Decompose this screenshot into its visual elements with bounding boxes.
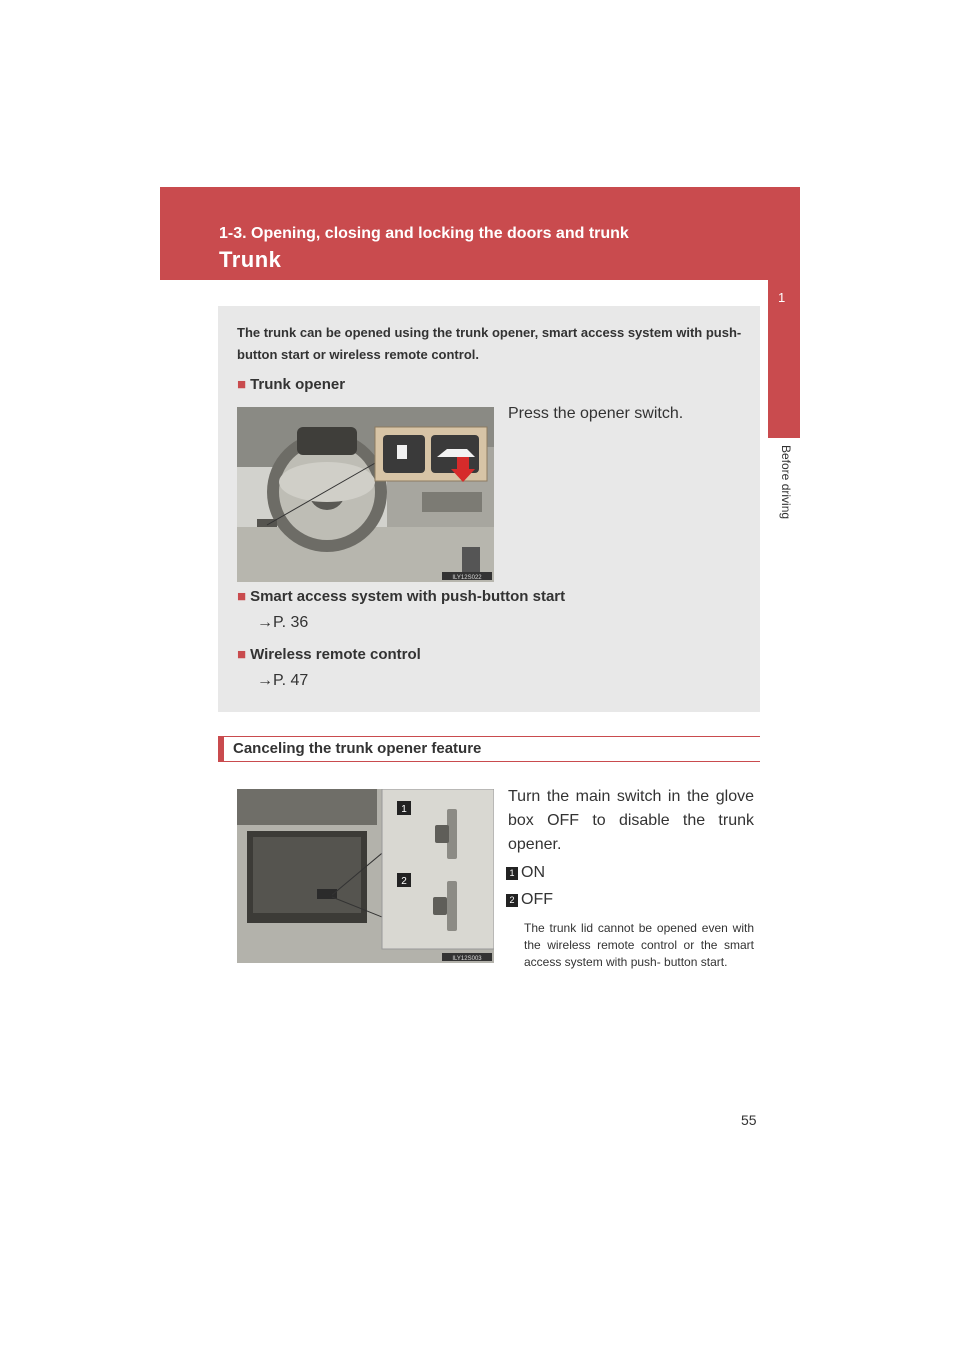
dashboard-illustration bbox=[237, 407, 494, 582]
trunk-opener-instruction: Press the opener switch. bbox=[508, 405, 684, 422]
intro-text: The trunk can be opened using the trunk opener, smart access system with push-button start or wireless remote control. bbox=[237, 325, 742, 362]
section-title: 1-3. Opening, closing and locking the doors and trunk bbox=[219, 225, 629, 242]
heading-marker bbox=[218, 737, 224, 761]
chapter-side-label: Before driving bbox=[779, 445, 793, 520]
list-item-on: 1 ON bbox=[506, 864, 545, 882]
svg-text:2: 2 bbox=[401, 876, 407, 887]
smart-access-page-link[interactable]: →P. 36 bbox=[257, 614, 309, 631]
number-badge: 2 bbox=[506, 894, 518, 907]
page-number: 55 bbox=[741, 1112, 757, 1128]
glovebox-illustration bbox=[237, 789, 494, 963]
chapter-header bbox=[160, 187, 800, 280]
image-code: ILY12S022 bbox=[452, 575, 482, 581]
svg-text:1: 1 bbox=[401, 804, 407, 815]
wireless-page-link[interactable]: →P. 47 bbox=[257, 672, 309, 689]
trunk-opener-heading: ■ Trunk opener bbox=[237, 376, 346, 393]
cancel-heading-text: Canceling the trunk opener feature bbox=[233, 740, 482, 757]
cancel-section-heading bbox=[218, 736, 760, 762]
note-text: The trunk lid cannot be opened even with the wireless remote control or the smart access system with push- button start. bbox=[524, 921, 754, 969]
bullet-icon: ■ bbox=[237, 376, 247, 393]
image-code: ILY12S003 bbox=[452, 956, 482, 962]
list-item-off: 2 OFF bbox=[506, 891, 553, 909]
wireless-heading: ■ Wireless remote control bbox=[237, 646, 421, 663]
bullet-icon: ■ bbox=[237, 646, 247, 663]
cancel-instructions: Turn the main switch in the glove box OFF to disable the trunk opener. bbox=[508, 788, 754, 853]
chapter-tab bbox=[768, 187, 800, 438]
page-title: Trunk bbox=[219, 247, 282, 272]
number-badge: 1 bbox=[506, 867, 518, 880]
bullet-icon: ■ bbox=[237, 588, 247, 605]
chapter-tab-number: 1 bbox=[778, 290, 786, 305]
smart-access-heading: ■ Smart access system with push-button start bbox=[237, 588, 566, 605]
